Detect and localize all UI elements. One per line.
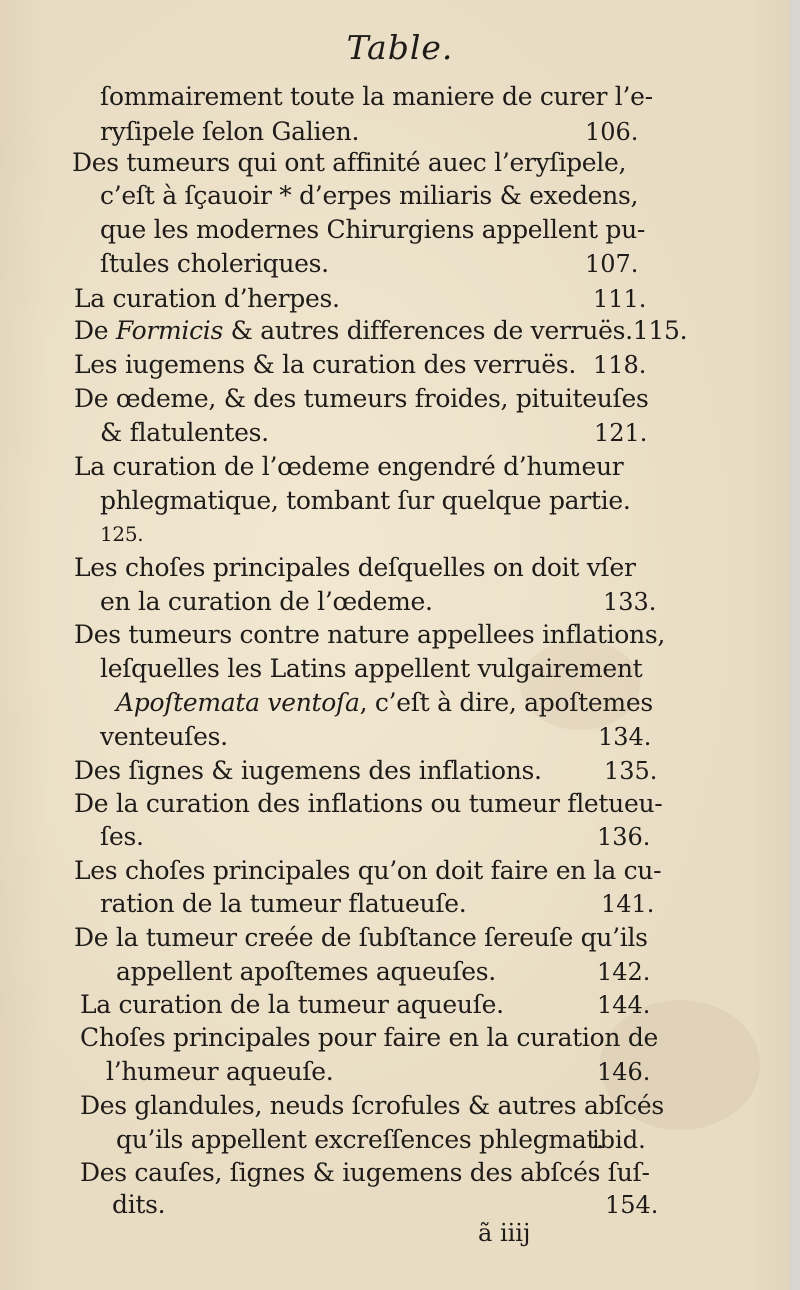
toc-line: Des tumeurs qui ont affinité auec l’eryſipele, [72,148,627,177]
toc-line: phlegmatique, tombant ſur quelque partie. [100,486,631,515]
toc-line: Des tumeurs contre nature appellees inflations, [74,620,666,649]
toc-line: leſquelles les Latins appellent vulgairement [100,654,643,683]
page-number: 141. [601,890,655,918]
page-number: 107. [585,250,639,278]
toc-text: De [74,316,116,345]
toc-line: De la tumeur creée de ſubſtance ſereuſe qu’ils [74,923,648,952]
toc-text: & autres differences de verruës. [223,316,633,345]
toc-text-italic: Apoſtemata ventoſa [116,688,360,717]
toc-line: ſtules choleriques. [100,249,329,278]
toc-line: De la curation des inflations ou tumeur fletueu- [74,789,663,818]
toc-line: ration de la tumeur flatueuſe. [100,889,467,918]
toc-line: l’humeur aqueuſe. [106,1057,334,1086]
toc-line: La curation de l’œdeme engendré d’humeur [74,452,624,481]
page-number: 142. [597,958,651,986]
toc-line: Les choſes principales qu’on doit faire en la cu- [74,856,662,885]
toc-line: La curation d’herpes. [74,284,340,313]
toc-line: appellent apoſtemes aqueuſes. [116,957,496,986]
toc-line [116,688,653,718]
page-number: 144. [597,991,651,1019]
page-number: 133. [603,588,657,616]
toc-line: & flatulentes. [100,418,269,447]
toc-line: dits. [112,1190,166,1219]
page-number: 106. [585,118,639,146]
toc-line: ſes. [100,822,144,851]
page-number: 136. [597,823,651,851]
toc-line: La curation de la tumeur aqueuſe. [80,990,504,1019]
toc-line: qu’ils appellent excreſſences phlegmat. [116,1125,604,1154]
page-number: ibid. [592,1126,646,1154]
toc-text-italic: Formicis [115,316,223,345]
toc-line: Choſes principales pour faire en la curation de [80,1023,659,1052]
toc-text: , c’eſt à dire, apoſtemes [359,688,653,717]
page-number: 115. [632,316,688,345]
toc-line: Les iugemens & la curation des verruës. [74,350,576,379]
toc-line: 125. [100,522,144,546]
toc-line: que les modernes Chirurgiens appellent pu- [100,215,646,244]
page-number: 121. [594,419,648,447]
page-number: 146. [597,1058,651,1086]
toc-line: Des glandules, neuds ſcrofules & autres abſcés [80,1091,664,1120]
toc-line: Les choſes principales deſquelles on doit vſer [74,553,636,582]
toc-line: Des cauſes, ſignes & iugemens des abſcés ſuſ- [80,1158,650,1187]
page-number: 134. [598,723,652,751]
page-number: 118. [593,351,647,379]
page-number: 111. [593,285,647,313]
running-head: Table. [346,28,454,67]
toc-line: venteuſes. [100,722,228,751]
toc-line: ryſipele ſelon Galien. [100,117,360,146]
toc-line: c’eſt à ſçauoir * d’erpes miliaris & exedens, [100,181,639,210]
toc-line: Des ſignes & iugemens des inflations. [74,756,542,785]
toc-line [74,316,687,346]
toc-line: De œdeme, & des tumeurs froides, pituiteuſes [74,384,649,413]
page-number: 135. [604,757,658,785]
toc-line: ſommairement toute la maniere de curer l’e- [100,82,653,111]
toc-line: en la curation de l’œdeme. [100,587,433,616]
page-number: 154. [605,1191,659,1219]
signature-mark: ã iiij [478,1219,531,1247]
